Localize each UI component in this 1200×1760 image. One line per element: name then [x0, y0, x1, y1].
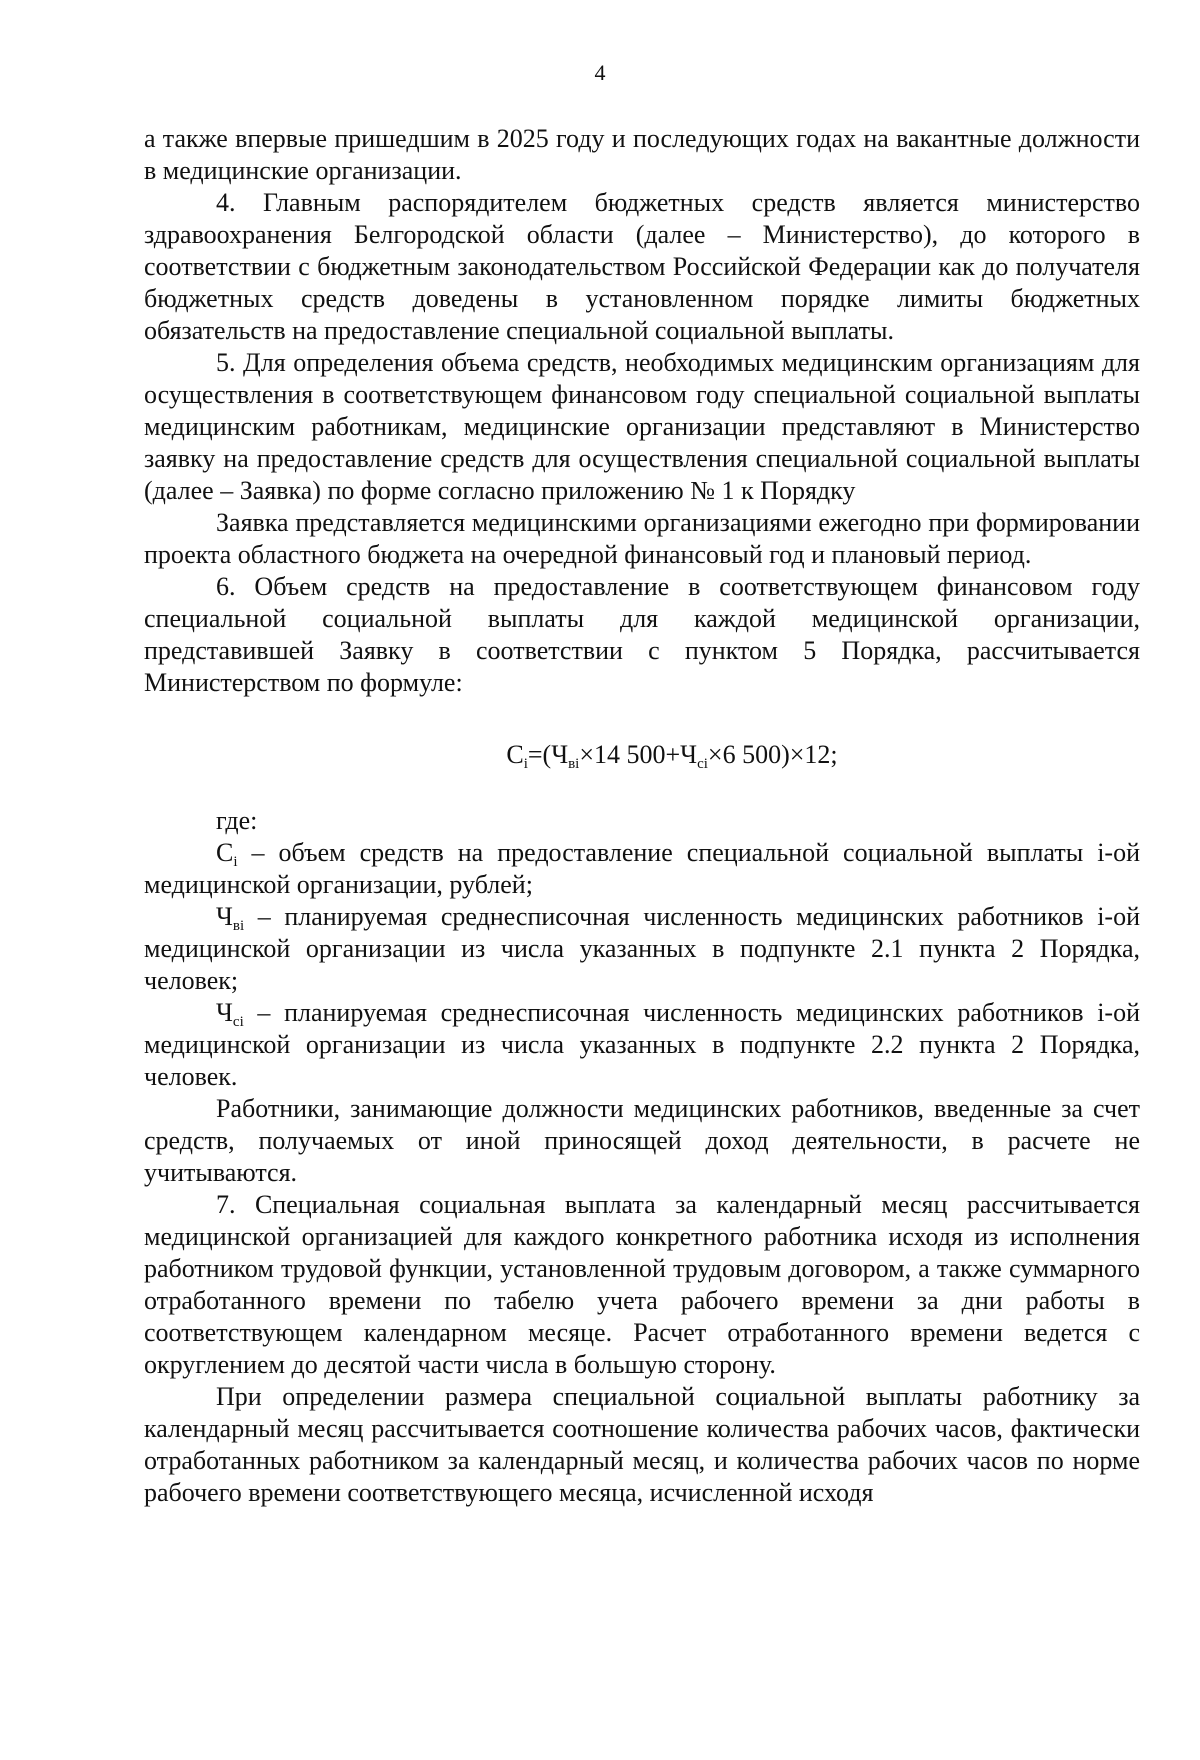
document-body — [144, 123, 1140, 1509]
symbol-chci-sub: сi — [232, 1014, 244, 1030]
paragraph-payment-ratio: При определении размера специальной социальной выплаты работнику за календарный месяц рассчитывается соотношение количества рабочих часов, фактически отработанных работником за календарный месяц, и количества рабочих часов по норме рабочего времени соответствующего месяца, исчисленной исходя — [144, 1382, 1140, 1507]
definition-ci — [144, 837, 1140, 901]
definition-chvi-text: – планируемая среднесписочная численность медицинских работников i-ой медицинской организации из числа указанных в подпункте 2.1 пункта 2 Порядка, человек; — [144, 902, 1140, 995]
symbol-chvi — [216, 902, 245, 934]
paragraph-workers-excluded: Работники, занимающие должности медицинских работников, введенные за счет средств, получаемых от иной приносящей доход деятельности, в расчете не учитываются. — [144, 1094, 1140, 1187]
symbol-ci-letter: C — [216, 838, 234, 867]
symbol-chvi-sub: вi — [232, 918, 245, 934]
definition-chci-text: – планируемая среднесписочная численность медицинских работников i-ой медицинской организации из числа указанных в подпункте 2.2 пункта 2 Порядка, человек. — [144, 998, 1140, 1091]
paragraph-item-5: 5. Для определения объема средств, необходимых медицинским организациям для осуществления в соответствующем финансовом году специальной социальной выплаты медицинским работникам, медицинские организации представляют в Министерство заявку на предоставление средств для осуществления специальной социальной выплаты (далее – Заявка) по форме согласно приложению № 1 к Порядку — [144, 348, 1140, 505]
symbol-chci-letter: Ч — [216, 998, 233, 1027]
paragraph-item-6: 6. Объем средств на предоставление в соответствующем финансовом году специальной социальной выплаты для каждой медицинской организации, представившей Заявку в соответствии с пунктом 5 Порядка, рассчитывается Министерством по формуле: — [144, 572, 1140, 697]
symbol-ci — [216, 838, 238, 870]
where-label: где: — [216, 806, 258, 835]
page-number: 4 — [594, 60, 606, 85]
paragraph-item-4: 4. Главным распорядителем бюджетных средств является министерство здравоохранения Белгородской области (далее – Министерство), до которого в соответствии с бюджетным законодательством Российской Федерации как до получателя бюджетных средств доведены в установленном порядке лимиты бюджетных обязательств на предоставление специальной социальной выплаты. — [144, 188, 1140, 345]
paragraph-application: Заявка представляется медицинскими организациями ежегодно при формировании проекта областного бюджета на очередной финансовый год и плановый период. — [144, 508, 1140, 569]
definition-chvi — [144, 901, 1140, 997]
formula — [144, 739, 1140, 771]
definition-chci — [144, 997, 1140, 1093]
formula-mult-2: ×6 500)×12; — [707, 740, 838, 769]
symbol-ci-sub: i — [233, 854, 238, 870]
formula-c: C — [506, 740, 524, 769]
formula-mult-1: ×14 500+Ч — [579, 740, 698, 769]
symbol-chci — [216, 998, 244, 1030]
paragraph-continuation: а также впервые пришедшим в 2025 году и последующих годах на вакантные должности в медицинские организации. — [144, 124, 1140, 185]
symbol-chvi-letter: Ч — [216, 902, 233, 931]
formula-sub-i: i — [523, 756, 528, 772]
formula-eq-open: =(Ч — [527, 740, 569, 769]
paragraph-item-7: 7. Специальная социальная выплата за календарный месяц рассчитывается медицинской организацией для каждого конкретного работника исходя из исполнения работником трудовой функции, установленной трудовым договором, а также суммарного отработанного времени по табелю учета рабочего времени за дни работы в соответствующем календарном месяце. Расчет отработанного времени ведется с округлением до десятой части числа в большую сторону. — [144, 1190, 1140, 1379]
formula-sub-vi: вi — [568, 756, 580, 772]
formula-sub-ci: сi — [697, 756, 708, 772]
definition-ci-text: – объем средств на предоставление специальной социальной выплаты i-ой медицинской организации, рублей; — [144, 838, 1140, 899]
